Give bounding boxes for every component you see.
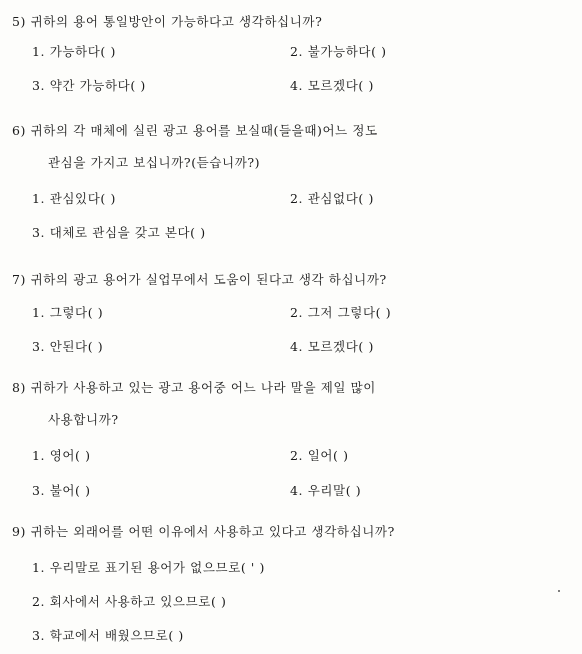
q9-option-2[interactable]: 2. 회사에서 사용하고 있으므로( ) [32,594,227,609]
q8-option-2[interactable]: 2. 일어( ) [290,448,349,463]
q8-option-4[interactable]: 4. 우리말( ) [290,483,362,498]
q8-option-1[interactable]: 1. 영어( ) [32,448,91,463]
q7-option-2[interactable]: 2. 그저 그렇다( ) [290,305,392,320]
q9-option-3[interactable]: 3. 학교에서 배웠으므로( ) [32,628,184,643]
question-8: 8) 귀하가 사용하고 있는 광고 용어중 어느 나라 말을 제일 많이 [12,380,376,395]
question-9: 9) 귀하는 외래어를 어떤 이유에서 사용하고 있다고 생각하십니까? [12,524,395,539]
q5-option-4[interactable]: 4. 모르겠다( ) [290,78,374,93]
question-6: 6) 귀하의 각 매체에 실린 광고 용어를 보실때(들을때)어느 정도 [12,123,378,138]
q6-option-2[interactable]: 2. 관심없다( ) [290,191,374,206]
q5-option-1[interactable]: 1. 가능하다( ) [32,44,116,59]
q6-option-3[interactable]: 3. 대체로 관심을 갖고 본다( ) [32,225,206,240]
q7-option-3[interactable]: 3. 안된다( ) [32,339,104,354]
question-5: 5) 귀하의 용어 통일방안이 가능하다고 생각하십니까? [12,14,323,29]
question-8-cont: 사용합니까? [48,412,119,427]
q7-option-1[interactable]: 1. 그렇다( ) [32,305,104,320]
question-6-cont: 관심을 가지고 보십니까?(듣습니까?) [48,155,261,170]
q5-option-3[interactable]: 3. 약간 가능하다( ) [32,78,146,93]
q8-option-3[interactable]: 3. 불어( ) [32,483,91,498]
question-7: 7) 귀하의 광고 용어가 실업무에서 도움이 된다고 생각 하십니까? [12,272,387,287]
q9-option-1[interactable]: 1. 우리말로 표기된 용어가 없으므로( ' ) [32,560,266,575]
q5-option-2[interactable]: 2. 불가능하다( ) [290,44,387,59]
q7-option-4[interactable]: 4. 모르겠다( ) [290,339,374,354]
scan-speck [558,590,560,592]
q6-option-1[interactable]: 1. 관심있다( ) [32,191,116,206]
